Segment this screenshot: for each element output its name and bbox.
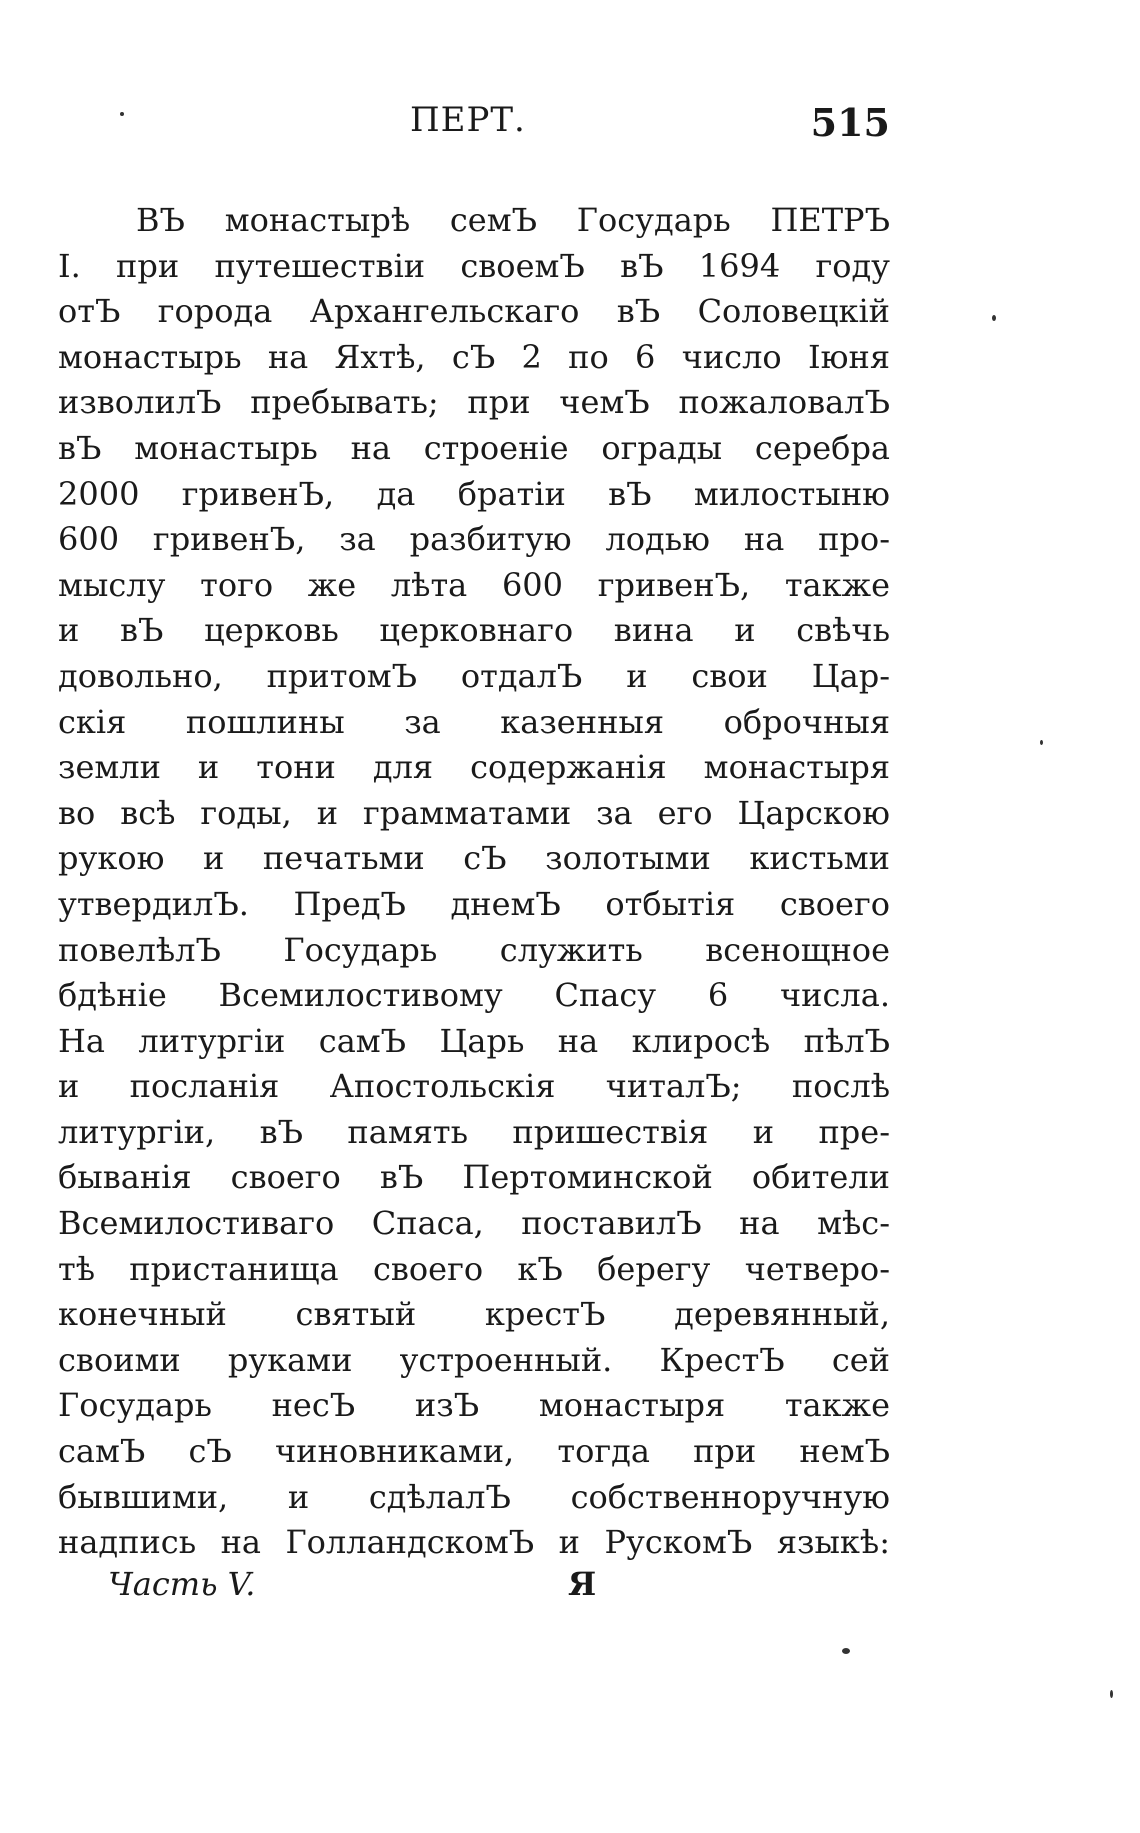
text-line: рукою и печатьми сЪ золотыми кистьми xyxy=(58,839,890,878)
body-text xyxy=(58,198,890,1566)
signature-part: Часть V. xyxy=(108,1565,256,1603)
text-line: тѣ пристанища своего кЪ берегу четверо- xyxy=(58,1249,890,1288)
text-line: утвердилЪ. ПредЪ днемЪ отбытія своего xyxy=(58,884,890,923)
text-line: земли и тони для содержанія монастыря xyxy=(58,748,890,787)
scan-speck xyxy=(1040,740,1043,745)
text-line: во всѣ годы, и грамматами за его Царскою xyxy=(58,793,890,832)
running-head: ПЕРТ. xyxy=(410,100,526,140)
text-line: и вЪ церковь церковнаго вина и свѣчь xyxy=(58,611,890,650)
text-line: монастырь на Яхтѣ, сЪ 2 по 6 число Іюня xyxy=(58,337,890,376)
text-line: довольно, притомЪ отдалЪ и свои Цар- xyxy=(58,656,890,695)
text-line: Государь несЪ изЪ монастыря также xyxy=(58,1386,890,1425)
scan-speck xyxy=(842,1648,850,1654)
page-header xyxy=(60,100,890,160)
printer-signature xyxy=(108,1565,708,1615)
text-line: изволилЪ пребывать; при чемЪ пожаловалЪ xyxy=(58,383,890,422)
text-line: своими руками устроенный. КрестЪ сей xyxy=(58,1340,890,1379)
signature-mark: Я xyxy=(568,1565,597,1603)
text-line: I. при путешествіи своемЪ вЪ 1694 году xyxy=(58,246,890,285)
page-number: 515 xyxy=(810,100,890,145)
text-line: надпись на ГолландскомЪ и РускомЪ языкѣ: xyxy=(58,1523,890,1562)
text-line: бдѣніе Всемилостивому Спасу 6 числа. xyxy=(58,976,890,1015)
scan-speck xyxy=(120,112,124,116)
text-line: мыслу того же лѣта 600 гривенЪ, также xyxy=(58,565,890,604)
text-line: ВЪ монастырѣ семЪ Государь ПЕТРЪ xyxy=(136,201,890,239)
text-line: литургіи, вЪ память пришествія и пре- xyxy=(58,1112,890,1151)
text-line: На литургіи самЪ Царь на клиросѣ пѣлЪ xyxy=(58,1021,890,1060)
text-line: вЪ монастырь на строеніе ограды серебра xyxy=(58,428,890,467)
text-line: конечный святый крестЪ деревянный, xyxy=(58,1295,890,1334)
text-line: повелѣлЪ Государь служить всенощное xyxy=(58,930,890,969)
text-line: отЪ города Архангельскаго вЪ Соловецкій xyxy=(58,292,890,331)
text-line: быванія своего вЪ Пертоминской обители xyxy=(58,1158,890,1197)
text-line: скія пошлины за казенныя оброчныя xyxy=(58,702,890,741)
text-line: и посланія Апостольскія читалЪ; послѣ xyxy=(58,1067,890,1106)
text-line: 600 гривенЪ, за разбитую лодью на про- xyxy=(58,520,890,559)
scan-speck xyxy=(1110,1690,1113,1698)
text-line: 2000 гривенЪ, да братіи вЪ милостыню xyxy=(58,474,890,513)
text-line: бывшими, и сдѣлалЪ собственноручную xyxy=(58,1477,890,1516)
text-line: самЪ сЪ чиновниками, тогда при немЪ xyxy=(58,1432,890,1471)
scan-speck xyxy=(992,315,996,321)
text-line: Всемилостиваго Спаса, поставилЪ на мѣс- xyxy=(58,1204,890,1243)
